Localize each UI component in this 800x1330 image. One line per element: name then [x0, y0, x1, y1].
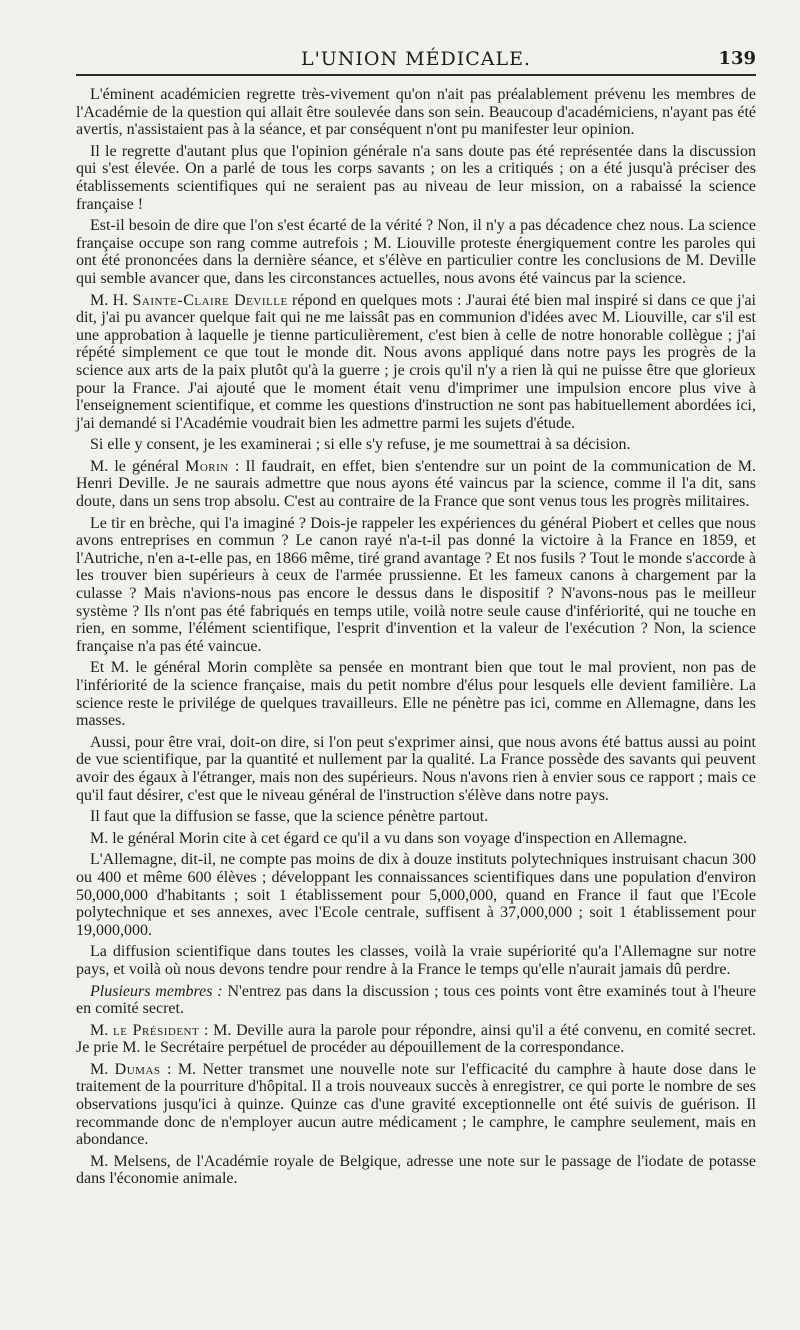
- speaker-name: Morin: [185, 457, 229, 475]
- speaker-name: le Président: [112, 1021, 200, 1039]
- paragraph: [76, 808, 756, 826]
- paragraph-text: Aussi, pour être vrai, doit-on dire, si l'on peut s'exprimer ainsi, que nous avons été battus aussi au point de vue scientifique, par la quantité et nullement par la qualité. La France possède des savants qui peuvent avoir des égaux à l'étranger, mais non des supérieurs. Nous n'avons rien à envier sous ce rapport ; mais ce qu'il faut désirer, c'est que le niveau général de l'instruction s'élève dans notre pays.: [76, 733, 756, 804]
- page-header: [76, 40, 756, 74]
- paragraph-text: répond en quelques mots : J'aurai été bien mal inspiré si dans ce que j'ai dit, j'ai pu avancer quelque fait qui ne me laissât pas en communion d'idées avec M. Liouville, car s'il est une approbation à laquelle je tienne particulièrement, c'est bien à celle de notre honorable collègue ; j'ai répété simplement ce que tout le monde dit. Nous avons appliqué dans notre pays les progrès de la science aux arts de la paix plutôt qu'à la guerre ; je crois qu'il n'y a rien là qui ne puisse être que glorieux pour la France. J'ai ajouté que le moment était venu d'imprimer une impulsion encore plus vive à l'enseignement scientifique, et comme les questions d'instruction ne sont pas habituellement abordées ici, j'ai demandé si l'Académie voudrait bien les admettre parmi les sujets d'étude.: [76, 291, 757, 432]
- paragraph: [76, 1153, 756, 1188]
- speaker-prefix: M.: [90, 1060, 115, 1078]
- paragraph-text: L'éminent académicien regrette très-vivement qu'on n'ait pas préalablement prévenu les membres de l'Académie de la question qui allait être soulevée dans son sein. Beaucoup d'académiciens, n'ayant pas été avertis, n'assistaient pas à la séance, et par conséquent n'ont pu manifester leur opinion.: [76, 86, 756, 139]
- paragraph-text: Le tir en brèche, qui l'a imaginé ? Dois-je rappeler les expériences du général Piobert et celles que nous avons entreprises en commun ? Le canon rayé n'a-t-il pas donné la victoire à la France en 1859, et l'Autriche, n'en a-t-elle pas, en 1866 même, tiré grand avantage ? Et nos fusils ? Tout le monde s'accorde à les trouver bien supérieurs à ceux de l'armée prussienne. Et les fameux canons à chargement par la culasse ? Mais n'avions-nous pas encore le dessus dans le dispositif ? N'avons-nous pas le meilleur système ? Ils n'ont pas été fabriqués en temps utile, voilà notre seule cause d'infériorité, qui ne touche en rien, en somme, l'élément scientifique, l'esprit d'invention et la valeur de l'exécution ? Non, la science française n'a pas été vaincue.: [76, 514, 756, 655]
- speaker-italic: Plusieurs membres :: [90, 982, 223, 1000]
- paragraph: [76, 515, 756, 656]
- paragraph: [76, 851, 756, 939]
- paragraph-text: : Il faudrait, en effet, bien s'entendre sur un point de la communication de M. Henri Deville. Je ne saurais admettre que nous ayons été vaincus par la science, comme il l'a dit, sans doute, dans un sens trop absolu. C'est au contraire de la France que sont venus tous les progrès militaires.: [76, 457, 756, 511]
- speaker-prefix: M. H.: [90, 291, 133, 309]
- paragraph: [76, 734, 756, 804]
- paragraph: [76, 143, 756, 213]
- paragraph-text: Il le regrette d'autant plus que l'opinion générale n'a sans doute pas été représentée dans la discussion qui s'est élevée. On a parlé de tous les corps savants ; on les a critiqués ; on a été jusqu'à préciser des établissements scientifiques qui ne seraient pas au niveau de leur mission, on a rabaissé la science française !: [76, 142, 756, 213]
- running-title: L'UNION MÉDICALE.: [300, 48, 532, 70]
- paragraph: [76, 983, 756, 1018]
- paragraph: [76, 436, 756, 454]
- paragraph: [76, 1022, 756, 1057]
- speaker-name: Sainte-Claire Deville: [132, 291, 288, 309]
- paragraph-text: Il faut que la diffusion se fasse, que la science pénètre partout.: [90, 808, 489, 826]
- header-rule: [76, 74, 756, 76]
- page-number: 139: [718, 48, 756, 69]
- body-text: [76, 86, 756, 1188]
- speaker-name: Dumas: [114, 1060, 161, 1078]
- paragraph-text: Si elle y consent, je les examinerai ; si elle s'y refuse, je me soumettrai à sa décision.: [90, 436, 631, 454]
- paragraph: [76, 943, 756, 978]
- paragraph-text: : M. Deville aura la parole pour répondre, ainsi qu'il a été convenu, en comité secret. Je prie M. le Secrétaire perpétuel de procéder au dépouillement de la correspondance.: [76, 1021, 756, 1057]
- paragraph-text: M. Melsens, de l'Académie royale de Belgique, adresse une note sur le passage de l'iodate de potasse dans l'économie animale.: [76, 1152, 756, 1188]
- speaker-prefix: M. le général: [90, 457, 186, 475]
- paragraph-text: Est-il besoin de dire que l'on s'est écarté de la vérité ? Non, il n'y a pas décadence chez nous. La science française occupe son rang comme autrefois ; M. Liouville proteste énergiquement contre les paroles qui ont été prononcées dans la dernière séance, et s'élève en particulier contre les conclusions de M. Deville qui semble avancer que, dans les circonstances actuelles, nous avons été vaincus par la science.: [76, 217, 756, 287]
- paragraph: [76, 292, 756, 433]
- paragraph: [76, 86, 756, 139]
- paragraph-text: : M. Netter transmet une nouvelle note sur l'efficacité du camphre à haute dose dans le traitement de la pourriture d'hôpital. Il a trois nouveaux succès à enregistrer, ce qui porte le nombre de ses observations jusqu'ici à quinze. Quinze cas d'une gravité exceptionnelle ont été suivis de guérison. Il recommande donc de n'employer aucun autre médicament ; le camphre, le camphre seulement, mais en abondance.: [76, 1060, 757, 1149]
- paragraph-text: Et M. le général Morin complète sa pensée en montrant bien que tout le mal provient, non pas de l'infériorité de la science française, mais du petit nombre d'élus pour lesquels elle devient familière. La science reste le privilége de quelques travailleurs. Elle ne pénètre pas ici, comme en Allemagne, dans les masses.: [76, 659, 756, 730]
- paragraph: [76, 1061, 756, 1149]
- paragraph-text: N'entrez pas dans la discussion ; tous ces points vont être examinés tout à l'heure en comité secret.: [76, 982, 757, 1018]
- paragraph-text: L'Allemagne, dit-il, ne compte pas moins de dix à douze instituts polytechniques instruisant chacun 300 ou 400 et même 600 élèves ; développant les connaissances scientifiques dans une population d'environ 50,000,000 d'habitants ; soit 1 établissement pour 5,000,000, quand en France il faut que l'Ecole polytechnique et ses annexes, avec l'Ecole centrale, suffisent à 37,000,000 ; soit 1 établissement pour 19,000,000.: [76, 851, 756, 939]
- paragraph: [76, 458, 756, 511]
- paragraph: [76, 659, 756, 729]
- speaker-prefix: M.: [90, 1021, 113, 1039]
- paragraph: [76, 830, 756, 848]
- paragraph-text: La diffusion scientifique dans toutes les classes, voilà la vraie supériorité qu'a l'Allemagne sur notre pays, et voilà où nous devons tendre pour rendre à la France le temps qu'elle n'aurait jamais dû perdre.: [76, 943, 756, 978]
- paragraph-text: M. le général Morin cite à cet égard ce qu'il a vu dans son voyage d'inspection en Allemagne.: [90, 829, 688, 847]
- paragraph: [76, 217, 756, 287]
